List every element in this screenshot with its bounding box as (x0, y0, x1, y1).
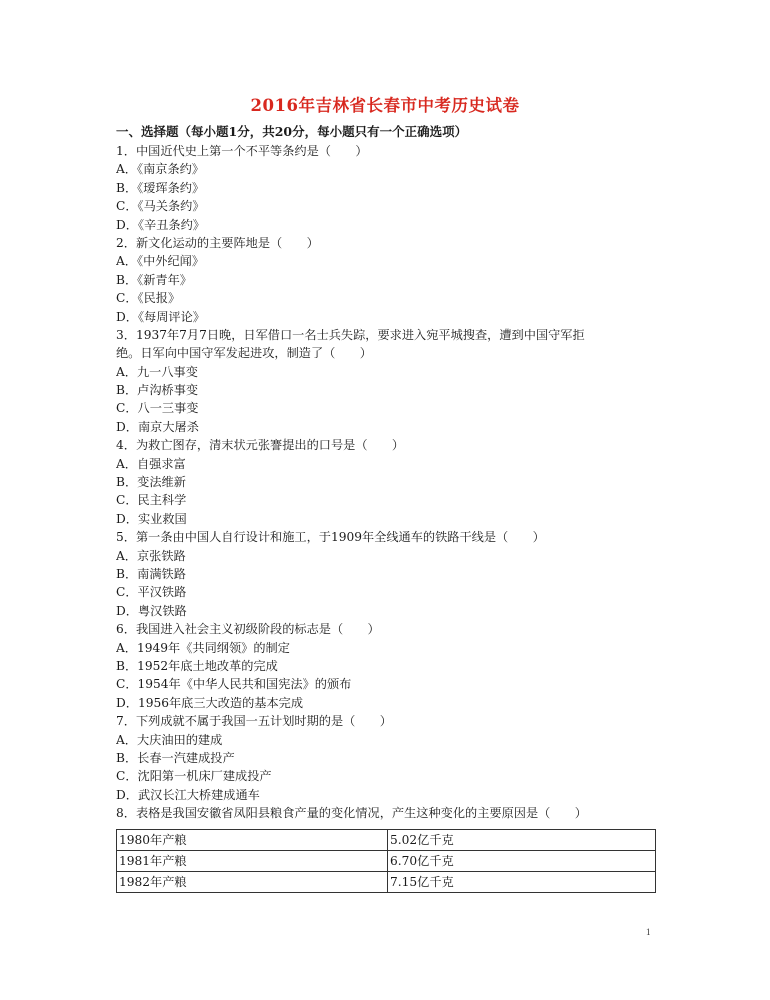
answer-option: D．《每周评论》 (116, 309, 205, 324)
answer-option: A．《南京条约》 (116, 162, 205, 177)
answer-option: A．1949年《共同纲领》的制定 (116, 640, 290, 655)
question-text: 6．我国进入社会主义初级阶段的标志是（ ） (116, 622, 380, 637)
table-row (117, 872, 656, 893)
answer-option: A．九一八事变 (116, 364, 198, 379)
answer-option: A．大庆油田的建成 (116, 732, 223, 747)
answer-option: B．《新青年》 (116, 272, 192, 287)
answer-option: C．《马关条约》 (116, 199, 205, 214)
question-text: 5．第一条由中国人自行设计和施工，于1909年全线通车的铁路干线是（ ） (116, 530, 545, 545)
answer-option: B．《瑷珲条约》 (116, 180, 205, 195)
question-text: 绝。日军向中国守军发起进攻，制造了（ ） (116, 346, 372, 361)
question-text: 2．新文化运动的主要阵地是（ ） (116, 235, 319, 250)
question-text: 3．1937年7月7日晚，日军借口一名士兵失踪，要求进入宛平城搜查，遭到中国守军拒 (116, 327, 585, 342)
answer-option: B．卢沟桥事变 (116, 383, 199, 398)
question-text: 4．为救亡图存，清末状元张謇提出的口号是（ ） (116, 438, 405, 453)
answer-option: B．长春一汽建成投产 (116, 750, 235, 765)
grain-output-table (116, 829, 656, 893)
page-number: 1 (646, 927, 651, 937)
answer-option: C．《民报》 (116, 291, 181, 306)
question-text: 7．下列成就不属于我国一五计划时期的是（ ） (116, 714, 392, 729)
table-cell-year: 1982年产粮 (117, 872, 388, 893)
answer-option: B．南满铁路 (116, 566, 186, 581)
answer-option: C．1954年《中华人民共和国宪法》的颁布 (116, 677, 352, 692)
table-cell-output: 6.70亿千克 (388, 851, 656, 872)
section-heading: 一、选择题（每小题1分，共20分，每小题只有一个正确选项） (116, 124, 468, 139)
answer-option: D．南京大屠杀 (116, 419, 199, 434)
table-row (117, 830, 656, 851)
answer-option: C．八一三事变 (116, 401, 199, 416)
answer-option: D．实业救国 (116, 511, 187, 526)
question-list (116, 142, 661, 822)
answer-option: D．1956年底三大改造的基本完成 (116, 695, 304, 710)
answer-option: D．《辛丑条约》 (116, 217, 205, 232)
question-text: 1．中国近代史上第一个不平等条约是（ ） (116, 144, 368, 158)
answer-option: A．京张铁路 (116, 548, 186, 563)
exam-title: 2016年吉林省长春市中考历史试卷 (250, 96, 520, 115)
table-cell-output: 7.15亿千克 (388, 872, 656, 893)
answer-option: C．平汉铁路 (116, 585, 187, 600)
answer-option: D．粤汉铁路 (116, 603, 187, 618)
answer-option: D．武汉长江大桥建成通车 (116, 787, 260, 802)
answer-option: A．《中外纪闻》 (116, 254, 205, 269)
table-cell-year: 1980年产粮 (117, 830, 388, 851)
answer-option: A．自强求富 (116, 456, 186, 471)
table-cell-output: 5.02亿千克 (388, 830, 656, 851)
answer-option: C．民主科学 (116, 493, 187, 508)
answer-option: B．1952年底土地改革的完成 (116, 658, 278, 673)
answer-option: B．变法维新 (116, 475, 186, 490)
answer-option: C．沈阳第一机床厂建成投产 (116, 769, 272, 784)
table-cell-year: 1981年产粮 (117, 851, 388, 872)
question-text: 8．表格是我国安徽省凤阳县粮食产量的变化情况，产生这种变化的主要原因是（ ） (116, 806, 587, 821)
table-row (117, 851, 656, 872)
